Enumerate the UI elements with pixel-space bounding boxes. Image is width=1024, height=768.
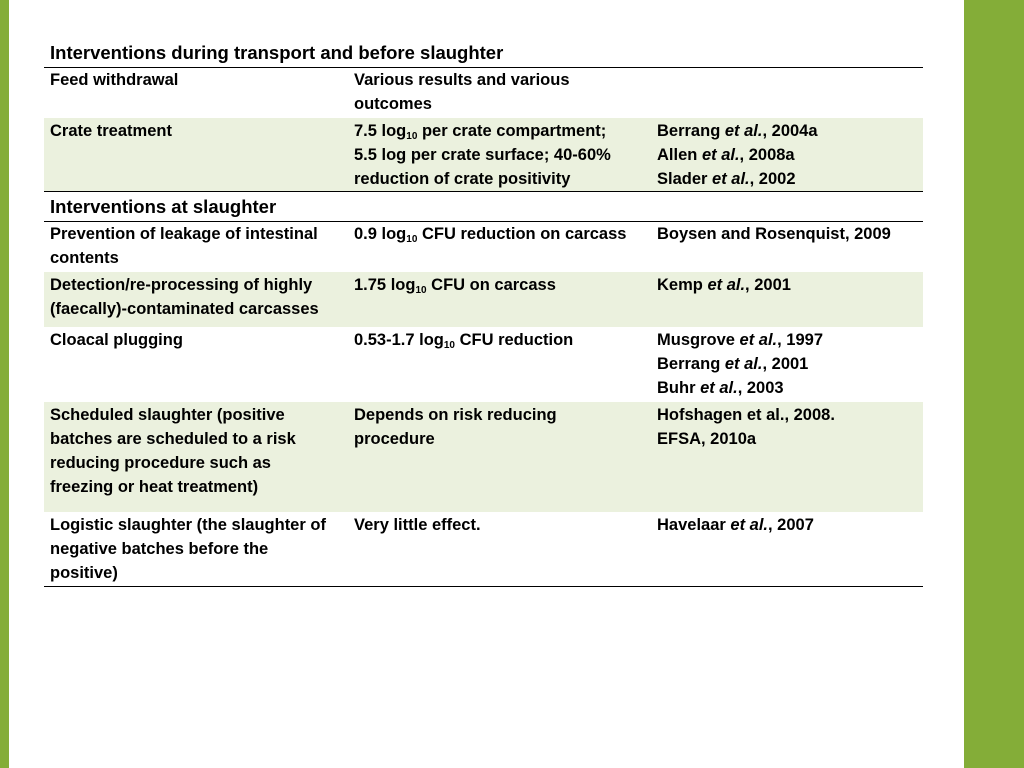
reference: Hofshagen et al., 2008. xyxy=(657,406,835,424)
section-header-slaughter xyxy=(44,192,923,221)
table-row xyxy=(44,118,923,191)
effect-cell: 0.9 $\log_{10}$ CFU reduction on carcass xyxy=(354,225,627,245)
effect-line: Various results and various xyxy=(354,71,570,89)
reference: Allen et al., 2008a xyxy=(657,146,795,164)
reference: Musgrove et al., 1997 xyxy=(657,331,824,349)
effect-cell: 1.75 $\log_{10}$ CFU on carcass xyxy=(354,276,556,296)
table-row xyxy=(44,68,923,118)
effect-cell xyxy=(354,68,644,116)
reference: Buhr et al., 2003 xyxy=(657,379,784,397)
table-row xyxy=(44,327,923,402)
effect-cell: 0.53-1.7 $\log_{10}$ CFU reduction xyxy=(354,331,574,351)
section-header-transport xyxy=(44,38,923,67)
intervention-cell: Detection/re-processing of highly (faecally)-contaminated carcasses xyxy=(50,276,319,318)
reference-cell: Boysen and Rosenquist, 2009 xyxy=(657,225,891,243)
effect-line: 7.5 $\log_{10}$ per crate compartment; xyxy=(354,122,607,142)
effect-cell xyxy=(354,119,644,191)
intervention-cell: Prevention of leakage of intestinal contents xyxy=(50,225,318,267)
table-row xyxy=(44,222,923,272)
reference-cell xyxy=(657,328,919,400)
section-title: Interventions at slaughter xyxy=(50,196,277,217)
intervention-cell: Scheduled slaughter (positive batches are scheduled to a risk reducing procedure such as freezing or heat treatment) xyxy=(50,406,296,496)
reference-cell: Kemp et al., 2001 xyxy=(657,276,791,294)
effect-cell: Depends on risk reducing procedure xyxy=(354,406,557,448)
table-row xyxy=(44,402,923,512)
section-title: Interventions during transport and before slaughter xyxy=(50,42,504,63)
effect-line: reduction of crate positivity xyxy=(354,170,571,188)
table-row xyxy=(44,512,923,586)
table-row xyxy=(44,272,923,327)
reference-cell xyxy=(657,403,919,451)
intervention-cell: Logistic slaughter (the slaughter of negative batches before the positive) xyxy=(50,516,326,582)
reference: Slader et al., 2002 xyxy=(657,170,796,188)
effect-cell: Very little effect. xyxy=(354,516,481,534)
right-accent-bar xyxy=(964,0,1024,768)
intervention-cell: Feed withdrawal xyxy=(50,71,179,89)
left-accent-bar xyxy=(0,0,9,768)
reference: Berrang et al., 2001 xyxy=(657,355,809,373)
effect-line: outcomes xyxy=(354,95,432,113)
effect-line: 5.5 log per crate surface; 40-60% xyxy=(354,146,611,164)
intervention-cell: Cloacal plugging xyxy=(50,331,183,349)
divider xyxy=(44,586,923,587)
intervention-cell: Crate treatment xyxy=(50,122,172,140)
reference-cell xyxy=(657,119,919,191)
reference-cell: Havelaar et al., 2007 xyxy=(657,516,814,534)
reference: EFSA, 2010a xyxy=(657,430,757,448)
reference: Berrang et al., 2004a xyxy=(657,122,818,140)
